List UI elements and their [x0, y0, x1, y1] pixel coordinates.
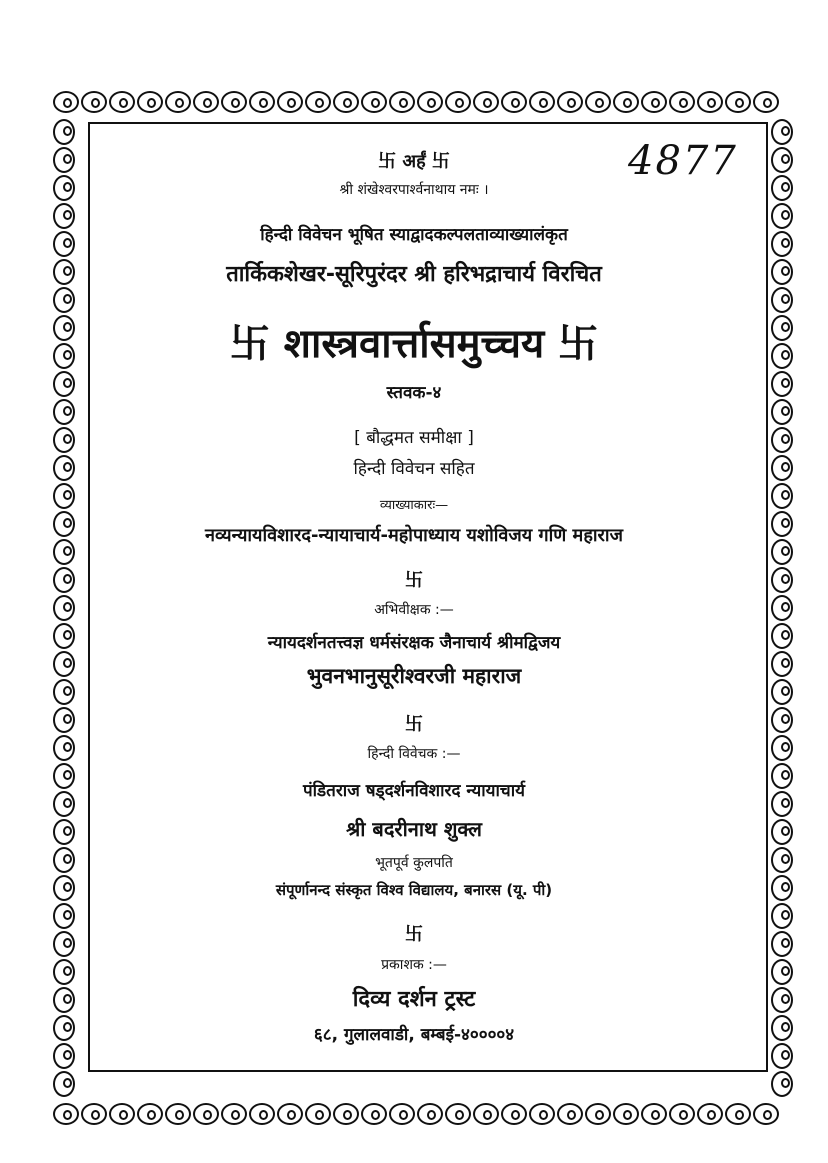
university: संपूर्णानन्द संस्कृत विश्व विद्यालय, बनारस (यू. पी): [275, 881, 553, 899]
chain-link-ornament: [81, 91, 107, 113]
arham-line: 卐 अर्हं 卐: [378, 151, 450, 172]
hindi-commentary-note: हिन्दी विवेचन सहित: [353, 459, 475, 479]
chain-link-ornament: [417, 91, 443, 113]
chain-link-ornament: [771, 1043, 793, 1069]
swastika-2: 卐: [405, 714, 423, 735]
chain-link-ornament: [771, 119, 793, 145]
stavaka: स्तवक-४: [386, 383, 442, 403]
chain-link-ornament: [417, 1103, 443, 1125]
publisher-address: ६८, गुलालवाडी, बम्बई-४००००४: [313, 1025, 515, 1045]
chain-link-ornament: [697, 91, 723, 113]
chain-link-ornament: [277, 1103, 303, 1125]
observer-label: अभिवीक्षक :—: [374, 602, 454, 618]
chain-link-ornament: [109, 91, 135, 113]
invocation: श्री शंखेश्वरपार्श्वनाथाय नमः ।: [339, 182, 489, 198]
observer-title: न्यायदर्शनतत्त्वज्ञ धर्मसंरक्षक जैनाचार्य श्रीमद्विजय: [267, 633, 561, 653]
chain-link-ornament: [53, 1071, 75, 1097]
handwritten-number: 4877: [628, 138, 738, 184]
chain-link-ornament: [221, 91, 247, 113]
book-title: 卐 शास्त्रवार्त्तासमुच्चय 卐: [229, 321, 599, 367]
chain-link-ornament: [193, 91, 219, 113]
chain-link-ornament: [137, 91, 163, 113]
chain-link-ornament: [53, 1103, 79, 1125]
commentator-label: व्याख्याकारः—: [379, 498, 449, 513]
chain-border-top: [52, 90, 780, 118]
chain-link-ornament: [473, 1103, 499, 1125]
chain-link-ornament: [53, 119, 75, 145]
chain-link-ornament: [771, 1071, 793, 1097]
chain-link-ornament: [725, 1103, 751, 1125]
chain-link-ornament: [557, 1103, 583, 1125]
chain-link-ornament: [529, 91, 555, 113]
swastika-1: 卐: [405, 570, 423, 591]
chain-link-ornament: [641, 1103, 667, 1125]
swastika-3: 卐: [405, 924, 423, 945]
chain-link-ornament: [361, 91, 387, 113]
chain-link-ornament: [109, 1103, 135, 1125]
chain-link-ornament: [389, 1103, 415, 1125]
chain-link-ornament: [501, 91, 527, 113]
chain-link-ornament: [81, 1103, 107, 1125]
chain-link-ornament: [697, 1103, 723, 1125]
chain-link-ornament: [305, 91, 331, 113]
chain-link-ornament: [753, 1103, 779, 1125]
commentator-name: नव्यन्यायविशारद-न्यायाचार्य-महोपाध्याय यशोविजय गणि महाराज: [205, 525, 623, 546]
commentary-line: हिन्दी विवेचन भूषित स्याद्वादकल्पलताव्याख्यालंकृत: [260, 225, 568, 245]
chain-link-ornament: [669, 91, 695, 113]
chain-link-ornament: [445, 91, 471, 113]
chain-link-ornament: [305, 1103, 331, 1125]
chain-link-ornament: [585, 91, 611, 113]
chain-link-ornament: [165, 91, 191, 113]
chain-link-ornament: [725, 91, 751, 113]
chain-link-ornament: [165, 1103, 191, 1125]
chain-link-ornament: [333, 1103, 359, 1125]
observer-name: भुवनभानुसूरीश्वरजी महाराज: [306, 664, 522, 688]
chain-link-ornament: [473, 91, 499, 113]
chain-link-ornament: [445, 1103, 471, 1125]
publisher-name: दिव्य दर्शन ट्रस्ट: [352, 987, 476, 1012]
chain-link-ornament: [771, 287, 793, 313]
former-vc: भूतपूर्व कुलपति: [375, 855, 453, 871]
chain-link-ornament: [613, 91, 639, 113]
author-line: तार्किकशेखर-सूरिपुरंदर श्री हरिभद्राचार्य विरचित: [226, 262, 602, 287]
chain-link-ornament: [137, 1103, 163, 1125]
chain-link-ornament: [585, 1103, 611, 1125]
publisher-label: प्रकाशक :—: [381, 957, 447, 973]
chain-link-ornament: [221, 1103, 247, 1125]
chain-link-ornament: [753, 91, 779, 113]
chain-link-ornament: [249, 1103, 275, 1125]
chain-link-ornament: [53, 1043, 75, 1069]
chain-link-ornament: [557, 91, 583, 113]
hindi-commentator-label: हिन्दी विवेचक :—: [367, 746, 461, 762]
chain-link-ornament: [613, 1103, 639, 1125]
chain-link-ornament: [361, 1103, 387, 1125]
chain-link-ornament: [669, 1103, 695, 1125]
subject: [ बौद्धमत समीक्षा ]: [354, 428, 474, 448]
chain-link-ornament: [53, 287, 75, 313]
hindi-commentator-title: पंडितराज षड्दर्शनविशारद न्यायाचार्य: [303, 781, 525, 801]
chain-link-ornament: [249, 91, 275, 113]
chain-link-ornament: [193, 1103, 219, 1125]
chain-link-ornament: [389, 91, 415, 113]
chain-link-ornament: [53, 91, 79, 113]
hindi-commentator-name: श्री बदरीनाथ शुक्ल: [346, 817, 482, 841]
chain-link-ornament: [333, 91, 359, 113]
chain-link-ornament: [277, 91, 303, 113]
chain-border-bottom: [52, 1102, 780, 1130]
chain-link-ornament: [641, 91, 667, 113]
chain-link-ornament: [529, 1103, 555, 1125]
chain-link-ornament: [501, 1103, 527, 1125]
